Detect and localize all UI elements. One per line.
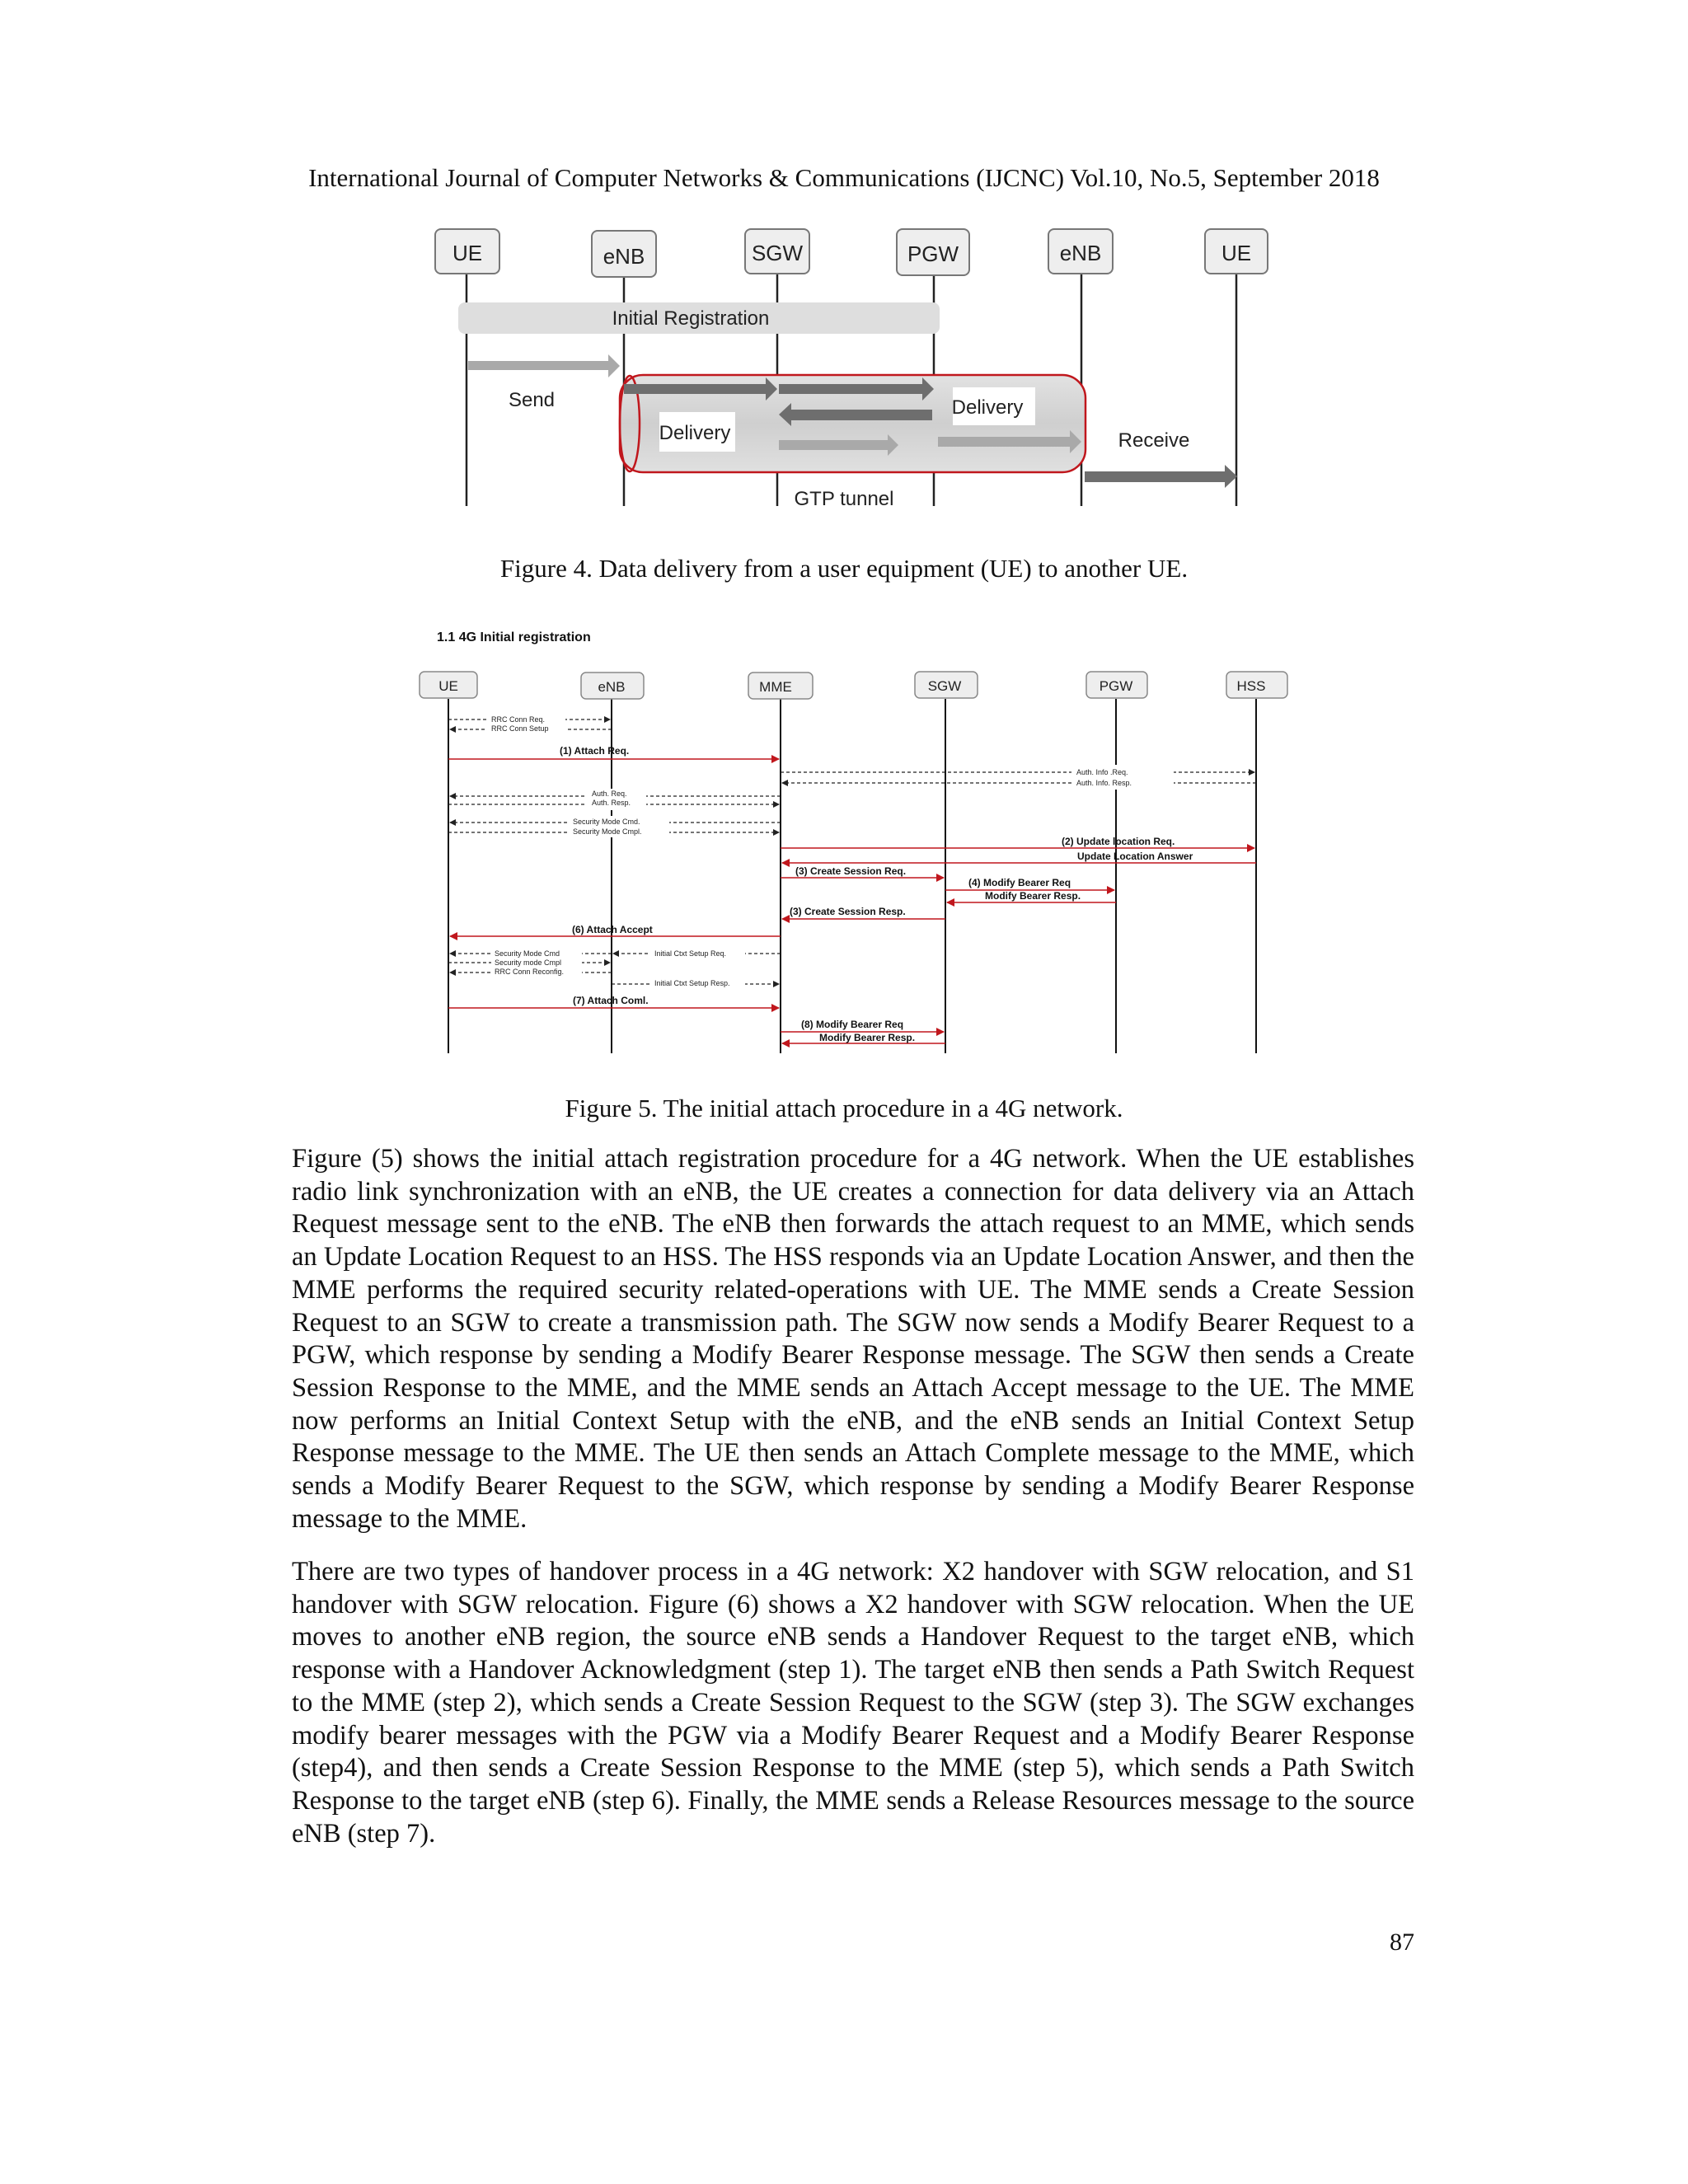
figure5-caption: Figure 5. The initial attach procedure in a 4G network.: [565, 1094, 1123, 1122]
section-title: 1.1 4G Initial registration: [437, 630, 591, 644]
label-sec-mode-cmd2: Security Mode Cmd: [495, 949, 560, 958]
paragraph-1: Figure (5) shows the initial attach registration procedure for a 4G network. When the UE establishes radio link synchronization with an eNB, the UE creates a connection for data delivery via an Attach Request message sent to the eNB. The eNB then forwards the attach request to an MME, which sends an Update Location Request to an HSS. The HSS responds via an Update Location Answer, and then the MME performs the required security related-operations with UE. The MME sends a Create Session Request to an SGW to create a transmission path. The SGW now sends a Modify Bearer Request to a PGW, which response by sending a Modify Bearer Response message. The SGW then sends a Create Session Response to the MME, and the MME sends an Attach Accept message to the UE. The MME now performs an Initial Context Setup with the eNB, and the eNB sends an Initial Context Setup Response message to the MME. The UE then sends an Attach Complete message to the MME, which sends a Modify Bearer Request to the SGW, which response by sending a Modify Bearer Response message to the MME.: [292, 1144, 1414, 1534]
figure5-diagram: [0, 0, 1688, 1071]
label-auth-info-resp: Auth. Info. Resp.: [1076, 779, 1132, 787]
label-initial-ctxt-setup-resp: Initial Ctxt Setup Resp.: [654, 979, 730, 987]
label-initial-ctxt-setup-req: Initial Ctxt Setup Req.: [654, 949, 727, 958]
fig5-node-pgw-label: PGW: [1099, 678, 1133, 694]
label-auth-req: Auth. Req.: [592, 790, 627, 798]
fig5-node-mme-label: MME: [759, 679, 792, 695]
fig5-node-sgw-label: SGW: [927, 678, 962, 694]
label-rrc-conn-req: RRC Conn Req.: [491, 715, 546, 724]
label-auth-resp: Auth. Resp.: [592, 799, 631, 807]
page-number: 87: [1390, 1929, 1414, 1956]
delivery-label-left: Delivery: [659, 422, 731, 444]
paragraph-2: There are two types of handover process in a 4G network: X2 handover with SGW relocation, and S1 handover with SGW relocation. Figure (6) shows a X2 handover with SGW relocation. When the UE moves to another eNB region, the source eNB sends a Handover Request to the target eNB, which response with a Handover Acknowledgment (step 1). The target eNB then sends a Path Switch Request to the MME (step 2), which sends a Create Session Request to the SGW (step 3). The SGW exchanges modify bearer messages with the PGW via a Modify Bearer Request and a Modify Bearer Response (step4), and then sends a Create Session Response to the MME (step 5), which sends a Path Switch Response to the target eNB (step 6). Finally, the MME sends a Release Resources message to the source eNB (step 7).: [292, 1557, 1414, 1849]
fig4-node-enb-label: eNB: [603, 244, 645, 269]
label-update-location-req: (2) Update location Req.: [1062, 836, 1175, 847]
label-auth-info-req: Auth. Info .Req.: [1076, 768, 1128, 776]
label-modify-bearer-resp-4: Modify Bearer Resp.: [985, 890, 1081, 902]
label-sec-mode-cmd: Security Mode Cmd.: [573, 818, 640, 826]
label-modify-bearer-req-4: (4) Modify Bearer Req: [968, 877, 1071, 888]
label-modify-bearer-resp-8: Modify Bearer Resp.: [819, 1032, 916, 1043]
initial-registration-label: Initial Registration: [612, 307, 770, 330]
delivery-label-right: Delivery: [951, 396, 1024, 419]
send-label: Send: [508, 389, 556, 411]
label-sec-mode-cmpl2: Security mode Cmpl: [495, 958, 562, 967]
label-create-session-req: (3) Create Session Req.: [795, 865, 907, 877]
journal-header: International Journal of Computer Networks & Communications (IJCNC) Vol.10, No.5, September 2018: [308, 163, 1380, 192]
fig5-node-ue-label: UE: [438, 678, 458, 694]
label-create-session-resp: (3) Create Session Resp.: [790, 906, 906, 917]
label-rrc-conn-reconfig: RRC Conn Reconfig.: [495, 968, 565, 976]
label-attach-compl: (7) Attach Coml.: [573, 995, 649, 1006]
label-update-location-answer: Update Location Answer: [1077, 851, 1193, 862]
gtp-tunnel-label: GTP tunnel: [794, 488, 894, 510]
fig4-node-pgw-label: PGW: [907, 241, 959, 266]
label-modify-bearer-req-8: (8) Modify Bearer Req: [801, 1019, 904, 1030]
fig5-node-hss-label: HSS: [1236, 678, 1266, 694]
fig4-node-enb2-label: eNB: [1059, 241, 1102, 265]
label-rrc-conn-setup: RRC Conn Setup: [491, 724, 549, 733]
label-attach-accept: (6) Attach Accept: [572, 924, 653, 935]
fig5-node-enb-label: eNB: [598, 679, 626, 695]
fig4-node-sgw-label: SGW: [751, 241, 804, 265]
receive-label: Receive: [1118, 429, 1190, 452]
fig4-node-ue-label: UE: [452, 241, 483, 265]
label-sec-mode-cmpl: Security Mode Cmpl.: [573, 827, 642, 836]
figure4-caption: Figure 4. Data delivery from a user equipment (UE) to another UE.: [499, 554, 1189, 583]
fig4-node-ue2-label: UE: [1221, 241, 1252, 265]
label-attach-req: (1) Attach Req.: [560, 745, 630, 757]
